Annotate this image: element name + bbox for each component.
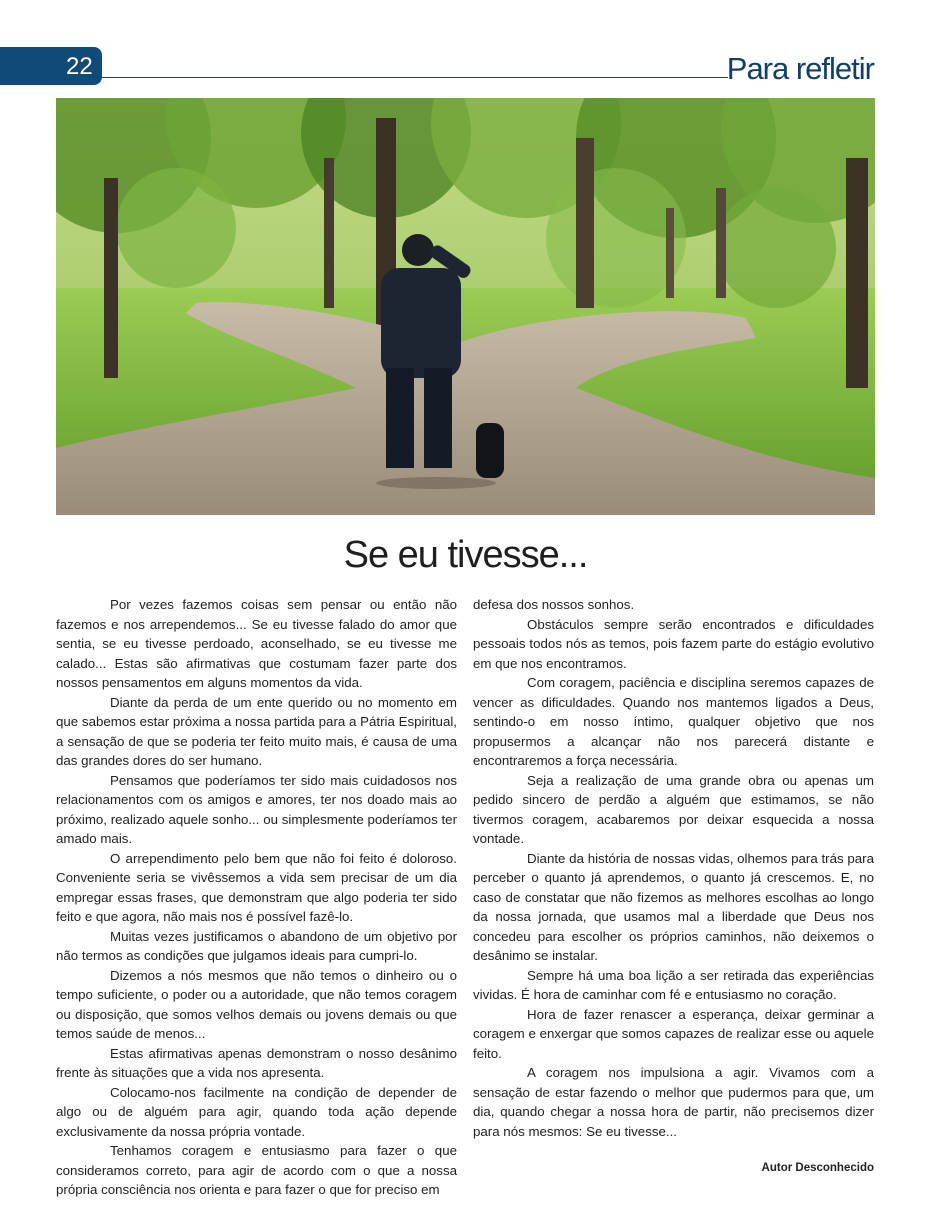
hero-photo — [56, 98, 875, 515]
paragraph: A coragem nos impulsiona a agir. Vivamos com a sensação de estar fazendo o melhor que pudermos para que, um dia, quando chegar a nossa hora de partir, não precisemos dizer para nós mesmos: Se eu tivesse... — [473, 1065, 874, 1139]
paragraph: O arrependimento pelo bem que não foi feito é doloroso. Conveniente seria se vivêssemos a vida sem precisar de um dia empregar essas frases, que demonstram que algo poderia ter sido feito e que agora, não mais nos é possível fazê-lo. — [56, 850, 457, 924]
man-at-fork-in-forest-path-photo — [56, 98, 875, 515]
article-left-column — [56, 595, 457, 1200]
paragraph: Sempre há uma boa lição a ser retirada das experiências vividas. É hora de caminhar com fé e entusiasmo no coração. — [473, 967, 874, 1002]
paragraph: Com coragem, paciência e disciplina seremos capazes de vencer as dificuldades. Quando nos mantemos ligados a Deus, sentindo-o em nosso íntimo, qualquer objetivo que nos propusermos a alcançar não nos parecerá distante e encontraremos a força necessária. — [473, 675, 874, 768]
paragraph: Muitas vezes justificamos o abandono de um objetivo por não termos as condições que julgamos ideais para cumpri-lo. — [56, 928, 457, 963]
paragraph: Hora de fazer renascer a esperança, deixar germinar a coragem e enxergar que somos capazes de realizar esse ou aquele feito. — [473, 1006, 874, 1061]
article-author: Autor Desconhecido — [761, 1162, 874, 1174]
article-right-column — [473, 595, 874, 1141]
article-title: Se eu tivesse... — [343, 534, 588, 576]
paragraph: Diante da perda de um ente querido ou no momento em que sabemos estar próxima a nossa partida para a Pátria Espiritual, a sensação de que se poderia ter feito muito mais, é causa de uma das grandes dores do ser humano. — [56, 694, 457, 768]
page-number: 22 — [66, 53, 93, 80]
paragraph: Tenhamos coragem e entusiasmo para fazer o que consideramos correto, para agir de acordo com o que a nossa própria consciência nos orienta e para fazer o que for preciso em — [56, 1143, 457, 1197]
paragraph: Diante da história de nossas vidas, olhemos para trás para perceber o quanto já aprendemos, o quanto já crescemos. E, no caso de constatar que não fizemos as melhores escolhas ao longo da nossa jornada, que usamos mal a liberdade que Deus nos concedeu para escolher os próprios caminhos, não deixemos o desânimo se instalar. — [473, 850, 874, 963]
paragraph: Estas afirmativas apenas demonstram o nosso desânimo frente às situações que a vida nos apresenta. — [56, 1045, 457, 1080]
paragraph: Pensamos que poderíamos ter sido mais cuidadosos nos relacionamentos com os amigos e amores, ter nos doado mais ao próximo, realizado aquele sonho... ou simplesmente poderíamos ter amado mais. — [56, 772, 457, 846]
paragraph: Por vezes fazemos coisas sem pensar ou então não fazemos e nos arrependemos... Se eu tivesse falado do amor que sentia, se eu tivesse perdoado, aconselhado, se eu tivesse me calado... Estas são afirmativas que costumam fazer parte dos nossos pensamentos em alguns momentos da vida. — [56, 597, 457, 690]
section-title: Para refletir — [726, 51, 874, 86]
paragraph: Dizemos a nós mesmos que não temos o dinheiro ou o tempo suficiente, o poder ou a autoridade, que não temos coragem ou disposição, que somos velhos demais ou jovens demais ou que temos saúde de menos... — [56, 967, 457, 1041]
header-divider — [102, 77, 728, 78]
paragraph: Obstáculos sempre serão encontrados e dificuldades pessoais todos nós as temos, pois fazem parte do estágio evolutivo em que nos encontramos. — [473, 616, 874, 671]
paragraph: Seja a realização de uma grande obra ou apenas um pedido sincero de perdão a alguém que estimamos, se não tivermos coragem, acabaremos por deixar esquecida a nossa vontade. — [473, 772, 874, 846]
paragraph: Colocamo-nos facilmente na condição de depender de algo ou de alguém para agir, quando toda ação depende exclusivamente da nossa própria vontade. — [56, 1084, 457, 1139]
paragraph-continuation: defesa dos nossos sonhos. — [473, 597, 635, 612]
